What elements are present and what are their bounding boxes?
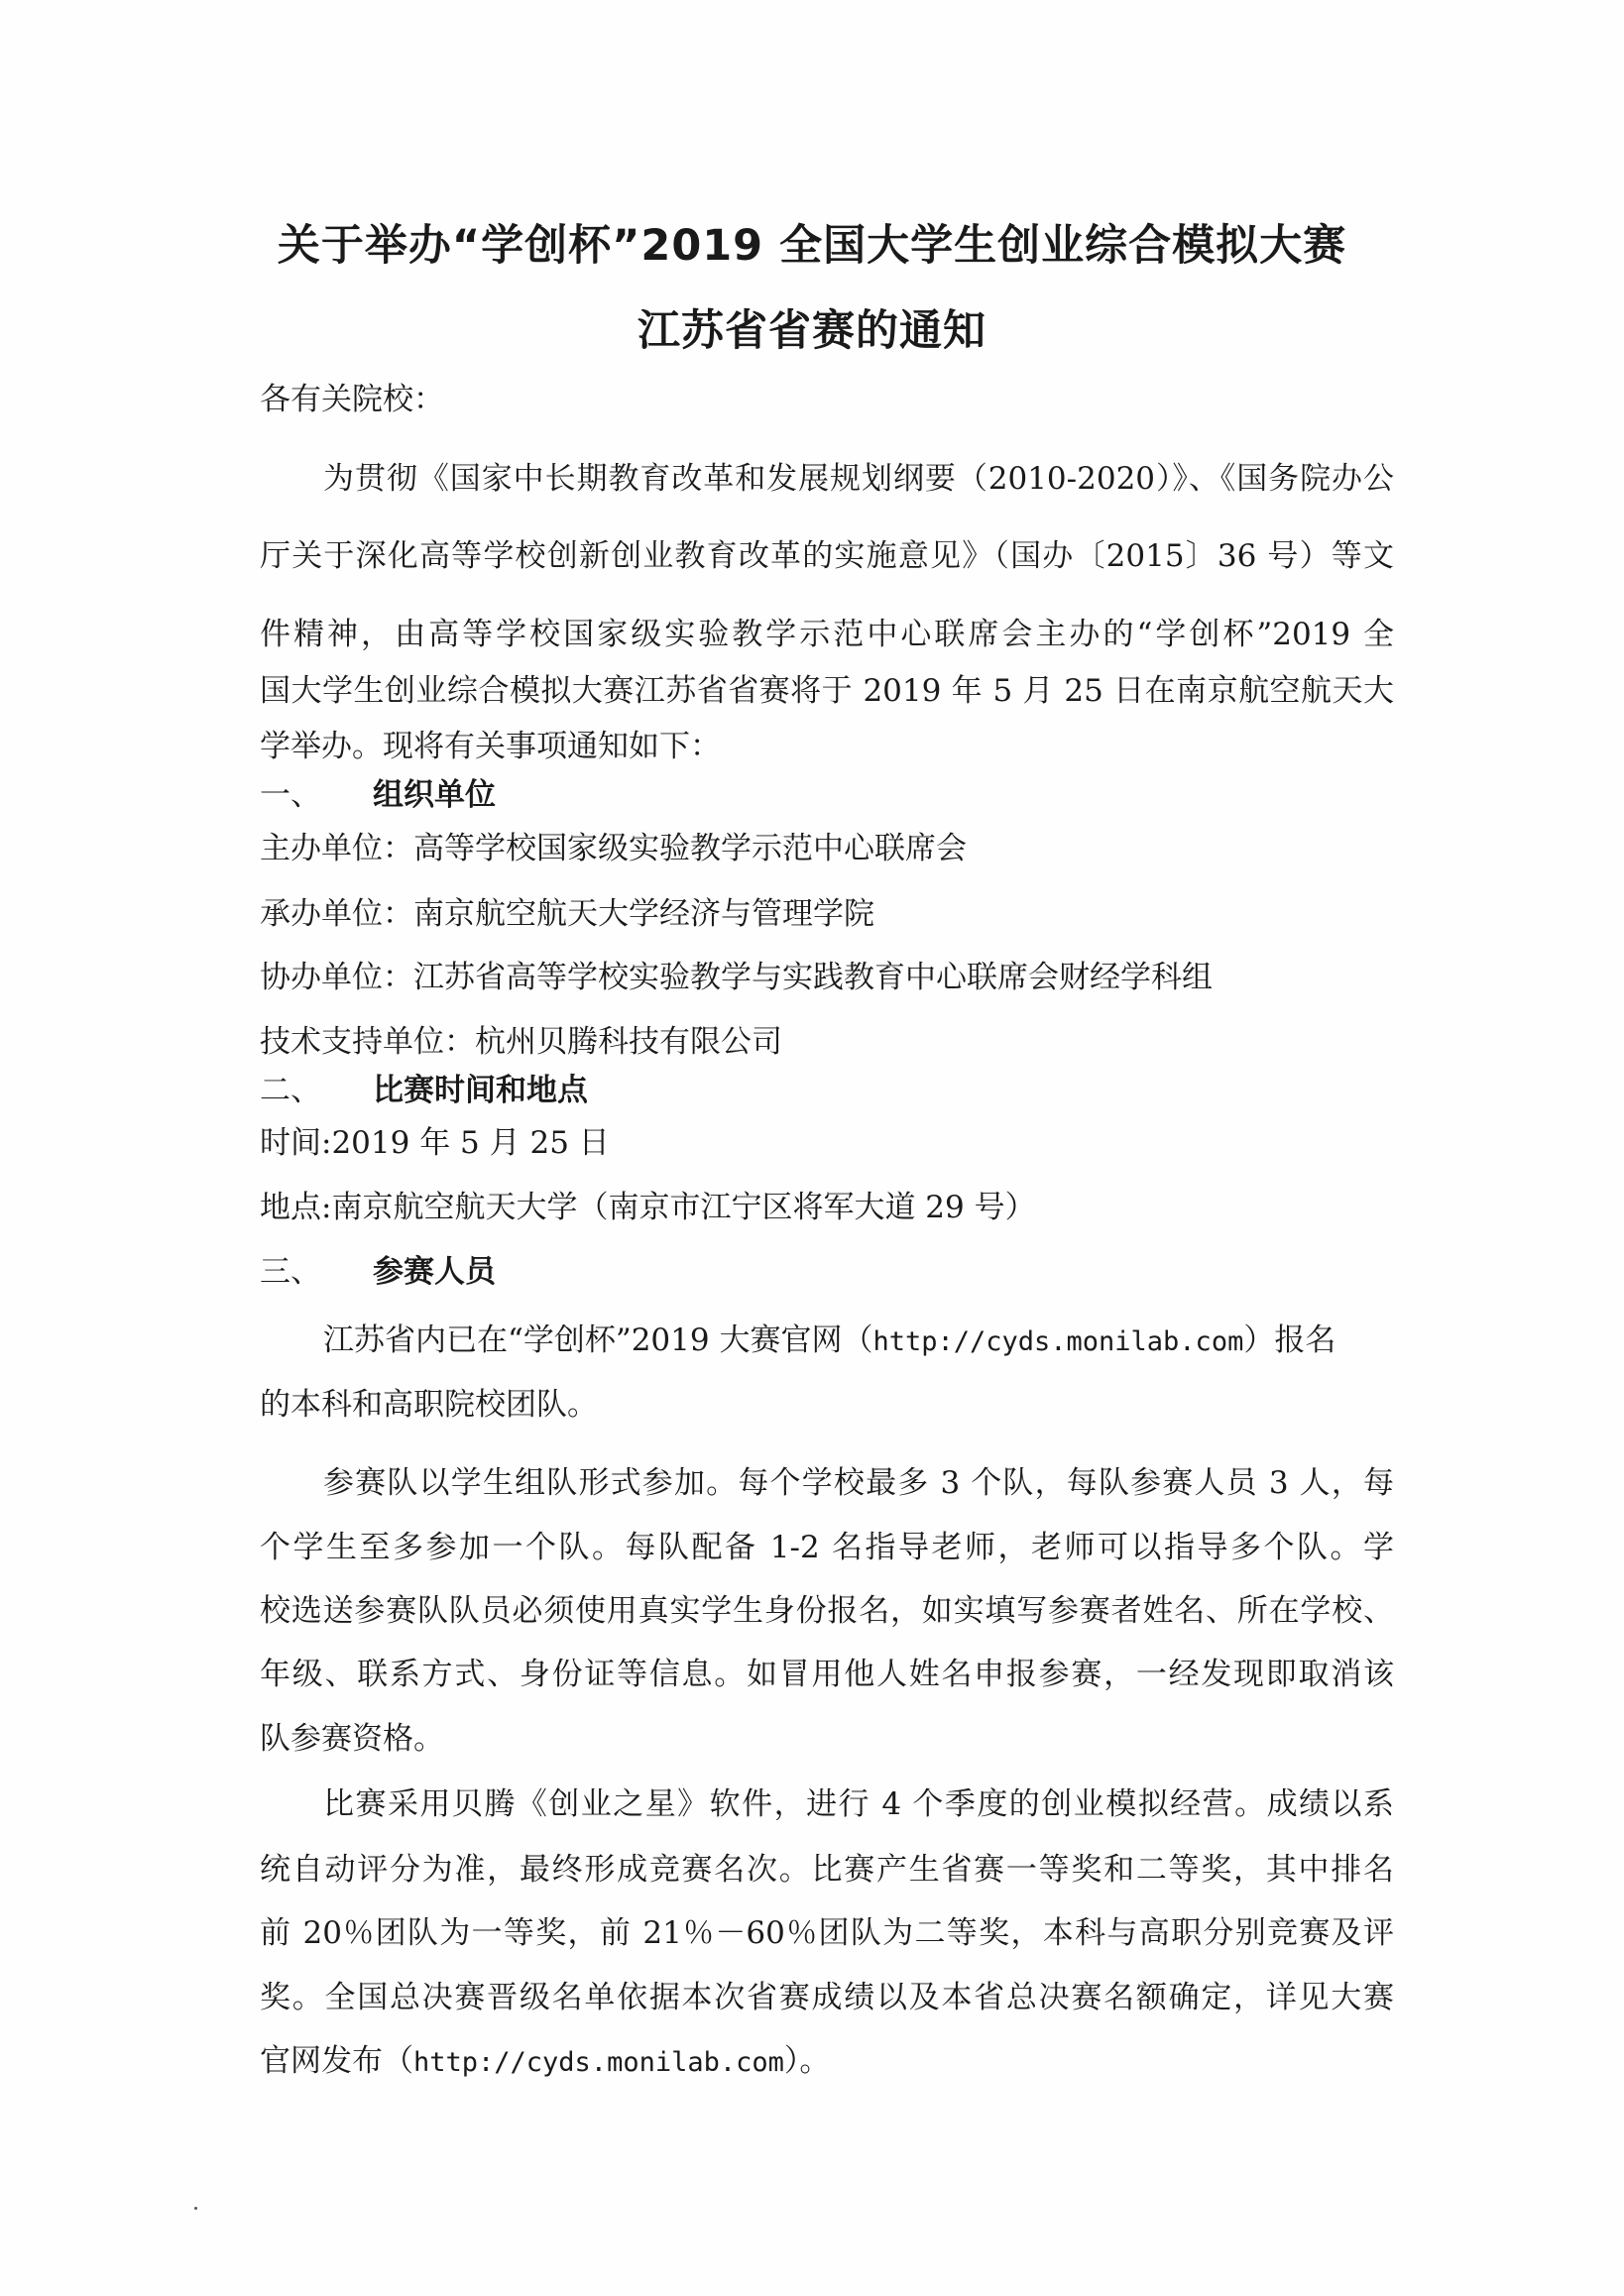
section-3-title: 参赛人员 (373, 1254, 496, 1290)
participants-line: 的本科和高职院校团队。 (260, 1387, 598, 1423)
scoring-text-end: ）。 (783, 2043, 831, 2079)
section-2-title: 比赛时间和地点 (373, 1073, 588, 1108)
title-line-2: 江苏省省赛的通知 (638, 306, 986, 356)
intro-line: 件精神，由高等学校国家级实验教学示范中心联席会主办的“学创杯”2019 全 (260, 617, 1394, 652)
title-line-1: 关于举办“学创杯”2019 全国大学生创业综合模拟大赛 (277, 221, 1347, 271)
section-2-number: 二、 (260, 1073, 321, 1108)
team-rules-line: 个学生至多参加一个队。每队配备 1-2 名指导老师，老师可以指导多个队。学 (260, 1530, 1394, 1565)
scoring-line: 统自动评分为准，最终形成竞赛名次。比赛产生省赛一等奖和二等奖，其中排名 (260, 1852, 1394, 1888)
scoring-line (260, 2041, 830, 2083)
organizer-line: 主办单位：高等学校国家级实验教学示范中心联席会 (260, 831, 967, 866)
time-line: 时间:2019 年 5 月 25 日 (260, 1125, 610, 1161)
scoring-line: 奖。全国总决赛晋级名单依据本次省赛成绩以及本省总决赛名额确定，详见大赛 (260, 1980, 1394, 2015)
team-rules-line: 队参赛资格。 (260, 1721, 444, 1757)
participants-text-start: 江苏省内已在“学创杯”2019 大赛官网（ (323, 1322, 873, 1358)
team-rules-line: 校选送参赛队队员必须使用真实学生身份报名，如实填写参赛者姓名、所在学校、 (260, 1593, 1394, 1629)
scoring-line: 前 20％团队为一等奖，前 21％－60％团队为二等奖，本科与高职分别竞赛及评 (260, 1915, 1394, 1951)
scoring-text-start: 官网发布（ (260, 2043, 413, 2079)
organizer-line: 协办单位：江苏省高等学校实验教学与实践教育中心联席会财经学科组 (260, 960, 1213, 995)
participants-line (323, 1320, 1335, 1362)
team-rules-line: 参赛队以学生组队形式参加。每个学校最多 3 个队，每队参赛人员 3 人，每 (323, 1465, 1394, 1501)
scoring-line: 比赛采用贝腾《创业之星》软件，进行 4 个季度的创业模拟经营。成绩以系 (323, 1786, 1394, 1822)
salutation: 各有关院校： (260, 382, 444, 417)
participants-text-end: ）报名 (1243, 1322, 1336, 1358)
scan-speck (194, 2207, 197, 2210)
section-1-title: 组织单位 (373, 777, 496, 813)
location-line: 地点:南京航空航天大学（南京市江宁区将军大道 29 号） (260, 1190, 1036, 1225)
website-link[interactable]: http://cyds.monilab.com (413, 2047, 784, 2078)
intro-line: 学举办。现将有关事项通知如下： (260, 729, 721, 764)
intro-line: 国大学生创业综合模拟大赛江苏省省赛将于 2019 年 5 月 25 日在南京航空航天大 (260, 673, 1394, 709)
intro-line: 厅关于深化高等学校创新创业教育改革的实施意见》（国办〔2015〕36 号）等文 (260, 538, 1394, 574)
team-rules-line: 年级、联系方式、身份证等信息。如冒用他人姓名申报参赛，一经发现即取消该 (260, 1657, 1394, 1692)
organizer-line: 承办单位：南京航空航天大学经济与管理学院 (260, 896, 874, 932)
organizer-line: 技术支持单位：杭州贝腾科技有限公司 (260, 1024, 782, 1060)
section-1-number: 一、 (260, 777, 321, 813)
website-link[interactable]: http://cyds.monilab.com (872, 1326, 1244, 1357)
intro-line: 为贯彻《国家中长期教育改革和发展规划纲要（2010-2020）》、《国务院办公 (323, 461, 1394, 497)
section-3-number: 三、 (260, 1254, 321, 1290)
